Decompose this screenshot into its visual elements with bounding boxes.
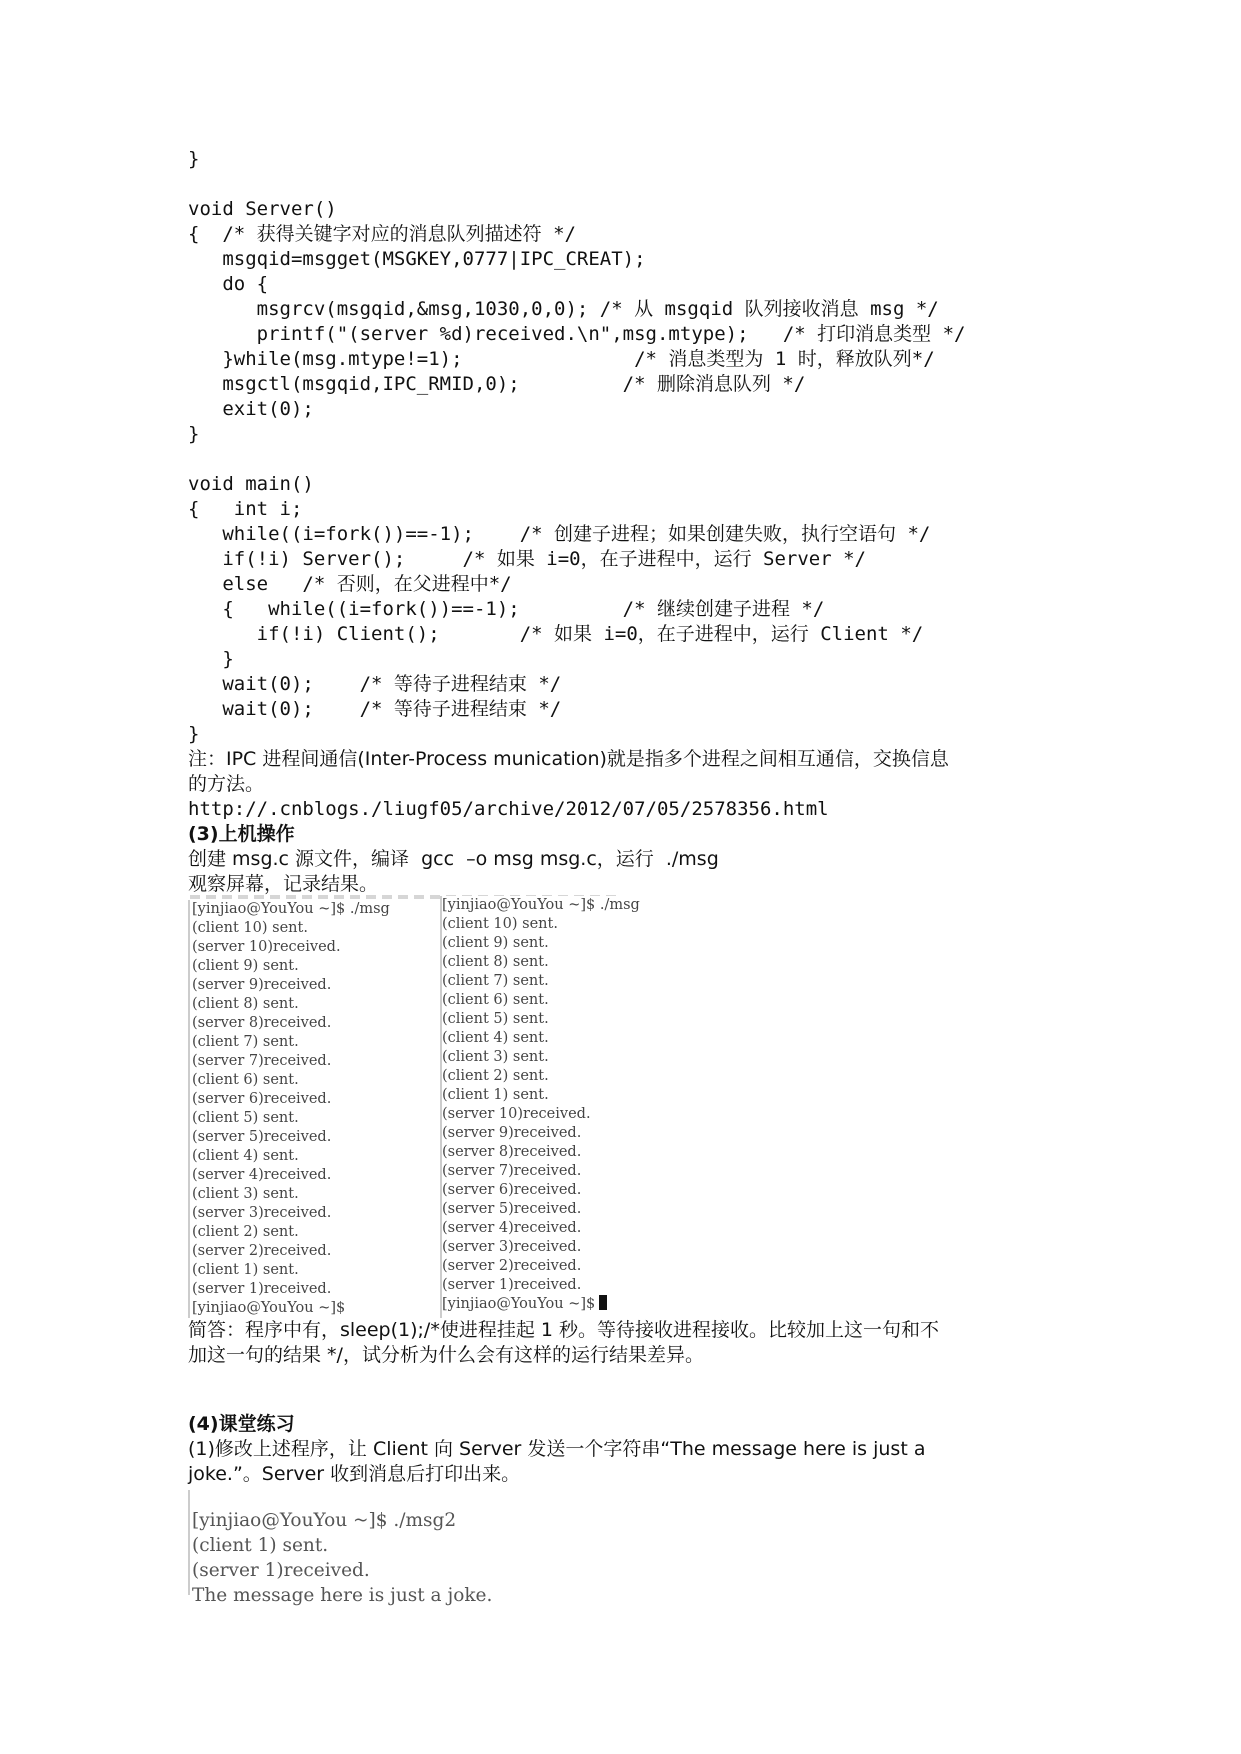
terminal-line bbox=[192, 1280, 390, 1299]
exercise-line-2: joke.”。Server 收到消息后打印出来。 bbox=[188, 1463, 521, 1485]
terminal-line bbox=[442, 1276, 640, 1295]
terminal-text: (client 1) sent. bbox=[442, 1087, 549, 1103]
terminal-text: (server 5)received. bbox=[192, 1129, 332, 1145]
terminal-line bbox=[192, 1508, 492, 1533]
terminal-line bbox=[192, 1014, 390, 1033]
reference-url: http://.cnblogs./liugf05/archive/2012/07/05/2578356.html bbox=[188, 798, 829, 820]
terminal-line bbox=[442, 1010, 640, 1029]
terminal-line bbox=[442, 1048, 640, 1067]
terminal-text: (client 3) sent. bbox=[192, 1186, 299, 1202]
terminal-text: (client 4) sent. bbox=[442, 1030, 549, 1046]
terminal-text: (server 10)received. bbox=[442, 1106, 591, 1122]
terminal-line bbox=[192, 938, 390, 957]
terminal-text: (client 8) sent. bbox=[192, 996, 299, 1012]
operation-line-2: 观察屏幕，记录结果。 bbox=[188, 873, 379, 895]
terminal-text: (client 2) sent. bbox=[192, 1224, 299, 1240]
terminal-line bbox=[442, 1029, 640, 1048]
terminal-text: (client 1) sent. bbox=[192, 1262, 299, 1278]
code-line: else /* 否则，在父进程中*/ bbox=[188, 573, 512, 595]
code-line: do { bbox=[188, 273, 269, 295]
code-line: printf("(server %d)received.\n",msg.mtype); /* 打印消息类型 */ bbox=[188, 323, 966, 345]
terminal-text: (server 3)received. bbox=[442, 1239, 582, 1255]
terminal-screenshot-right bbox=[442, 896, 640, 1314]
terminal-line bbox=[192, 1204, 390, 1223]
terminal-line bbox=[192, 1071, 390, 1090]
code-line: { /* 获得关键字对应的消息队列描述符 */ bbox=[188, 223, 576, 245]
terminal-line bbox=[442, 1124, 640, 1143]
terminal-line bbox=[192, 976, 390, 995]
terminal-line bbox=[192, 900, 390, 919]
terminal-line bbox=[192, 1166, 390, 1185]
terminal-text: [yinjiao@YouYou ~]$ ./msg bbox=[442, 897, 640, 913]
terminal-line bbox=[442, 934, 640, 953]
code-line: while((i=fork())==-1); /* 创建子进程；如果创建失败，执行空语句 */ bbox=[188, 523, 931, 545]
terminal-text: (client 7) sent. bbox=[442, 973, 549, 989]
terminal-line bbox=[192, 1109, 390, 1128]
terminal-text: (client 9) sent. bbox=[442, 935, 549, 951]
code-line: wait(0); /* 等待子进程结束 */ bbox=[188, 673, 562, 695]
code-line: }while(msg.mtype!=1); /* 消息类型为 1 时，释放队列*/ bbox=[188, 348, 935, 370]
section-heading-4: (4)课堂练习 bbox=[188, 1413, 295, 1435]
terminal-text: (server 1)received. bbox=[192, 1281, 332, 1297]
terminal-line bbox=[442, 1257, 640, 1276]
terminal-text: (client 10) sent. bbox=[442, 916, 558, 932]
terminal-text: (client 9) sent. bbox=[192, 958, 299, 974]
terminal-line bbox=[192, 957, 390, 976]
terminal-text: (client 6) sent. bbox=[192, 1072, 299, 1088]
operation-line-1: 创建 msg.c 源文件，编译 gcc –o msg msg.c，运行 ./msg bbox=[188, 848, 719, 870]
terminal-line bbox=[192, 1185, 390, 1204]
terminal-text: (server 6)received. bbox=[192, 1091, 332, 1107]
note-line-1: 注：IPC 进程间通信(Inter-Process munication)就是指多个进程之间相互通信，交换信息 bbox=[188, 748, 949, 770]
terminal-text: [yinjiao@YouYou ~]$ ./msg bbox=[192, 901, 390, 917]
code-line: if(!i) Server(); /* 如果 i=0，在子进程中，运行 Server */ bbox=[188, 548, 866, 570]
terminal-text: [yinjiao@YouYou ~]$ bbox=[192, 1300, 346, 1316]
terminal-line bbox=[192, 1052, 390, 1071]
terminal-text: (client 4) sent. bbox=[192, 1148, 299, 1164]
terminal-text: (server 2)received. bbox=[442, 1258, 582, 1274]
terminal-line bbox=[192, 1147, 390, 1166]
terminal-line bbox=[192, 1533, 492, 1558]
terminal-text: (client 5) sent. bbox=[442, 1011, 549, 1027]
terminal-text: The message here is just a joke. bbox=[192, 1585, 493, 1606]
terminal-text: (client 1) sent. bbox=[192, 1535, 329, 1556]
terminal-line bbox=[192, 1558, 492, 1583]
terminal-line bbox=[442, 1200, 640, 1219]
terminal-text: (server 2)received. bbox=[192, 1243, 332, 1259]
terminal-line bbox=[442, 896, 640, 915]
terminal-line bbox=[442, 1105, 640, 1124]
section-heading-3: (3)上机操作 bbox=[188, 823, 295, 845]
terminal-line bbox=[442, 1162, 640, 1181]
terminal-line bbox=[442, 1143, 640, 1162]
terminal-text: (server 5)received. bbox=[442, 1201, 582, 1217]
terminal-line bbox=[442, 1238, 640, 1257]
terminal-line bbox=[442, 1067, 640, 1086]
terminal-text: (server 3)received. bbox=[192, 1205, 332, 1221]
code-line: wait(0); /* 等待子进程结束 */ bbox=[188, 698, 562, 720]
terminal-text: (server 1)received. bbox=[192, 1560, 370, 1581]
code-line: } bbox=[188, 148, 200, 170]
terminal-line bbox=[192, 1033, 390, 1052]
terminal-text: (server 10)received. bbox=[192, 939, 341, 955]
terminal-line bbox=[442, 953, 640, 972]
note-line-2: 的方法。 bbox=[188, 773, 265, 795]
code-line: } bbox=[188, 723, 200, 745]
terminal-line bbox=[442, 991, 640, 1010]
code-line: if(!i) Client(); /* 如果 i=0，在子进程中，运行 Client */ bbox=[188, 623, 924, 645]
terminal-text: (server 8)received. bbox=[442, 1144, 582, 1160]
terminal-line bbox=[442, 972, 640, 991]
terminal-text: (server 8)received. bbox=[192, 1015, 332, 1031]
terminal-line bbox=[192, 1299, 390, 1318]
terminal-line bbox=[442, 915, 640, 934]
code-line: void main() bbox=[188, 473, 314, 495]
terminal-screenshot-left bbox=[192, 900, 390, 1318]
terminal-screenshot-bottom bbox=[192, 1508, 492, 1608]
terminal-text: (server 9)received. bbox=[192, 977, 332, 993]
exercise-line-1: (1)修改上述程序，让 Client 向 Server 发送一个字符串“The message here is just a bbox=[188, 1438, 926, 1460]
code-line: msgrcv(msgqid,&msg,1030,0,0); /* 从 msgqid 队列接收消息 msg */ bbox=[188, 298, 939, 320]
terminal-text: [yinjiao@YouYou ~]$ ./msg2 bbox=[192, 1510, 457, 1531]
terminal-text: (server 4)received. bbox=[192, 1167, 332, 1183]
answer-line-2: 加这一句的结果 */，试分析为什么会有这样的运行结果差异。 bbox=[188, 1344, 704, 1366]
terminal-line bbox=[442, 1086, 640, 1105]
terminal-line bbox=[192, 995, 390, 1014]
terminal-line bbox=[192, 1128, 390, 1147]
terminal-text: [yinjiao@YouYou ~]$ bbox=[442, 1296, 596, 1312]
terminal-line bbox=[192, 1261, 390, 1280]
terminal-text: (client 6) sent. bbox=[442, 992, 549, 1008]
terminal-line bbox=[442, 1219, 640, 1238]
screenshot-border bbox=[188, 900, 190, 1318]
code-line: } bbox=[188, 648, 234, 670]
cursor-block-icon bbox=[599, 1295, 607, 1310]
terminal-text: (client 5) sent. bbox=[192, 1110, 299, 1126]
terminal-text: (server 7)received. bbox=[192, 1053, 332, 1069]
terminal-text: (client 10) sent. bbox=[192, 920, 308, 936]
code-line: msgctl(msgqid,IPC_RMID,0); /* 删除消息队列 */ bbox=[188, 373, 806, 395]
screenshot-border bbox=[440, 896, 442, 1318]
terminal-text: (client 8) sent. bbox=[442, 954, 549, 970]
terminal-text: (server 9)received. bbox=[442, 1125, 582, 1141]
terminal-line bbox=[192, 919, 390, 938]
code-line: } bbox=[188, 423, 200, 445]
terminal-text: (server 7)received. bbox=[442, 1163, 582, 1179]
terminal-line bbox=[192, 1090, 390, 1109]
terminal-text: (server 4)received. bbox=[442, 1220, 582, 1236]
terminal-line bbox=[192, 1242, 390, 1261]
terminal-text: (client 2) sent. bbox=[442, 1068, 549, 1084]
code-line: void Server() bbox=[188, 198, 337, 220]
code-line: { while((i=fork())==-1); /* 继续创建子进程 */ bbox=[188, 598, 825, 620]
terminal-text: (server 1)received. bbox=[442, 1277, 582, 1293]
terminal-line bbox=[192, 1223, 390, 1242]
terminal-line bbox=[442, 1181, 640, 1200]
terminal-text: (client 3) sent. bbox=[442, 1049, 549, 1065]
code-line: exit(0); bbox=[188, 398, 314, 420]
code-line: msgqid=msgget(MSGKEY,0777|IPC_CREAT); bbox=[188, 248, 646, 270]
screenshot-border bbox=[188, 1490, 190, 1595]
terminal-text: (server 6)received. bbox=[442, 1182, 582, 1198]
terminal-text: (client 7) sent. bbox=[192, 1034, 299, 1050]
code-line: { int i; bbox=[188, 498, 303, 520]
terminal-line bbox=[192, 1583, 492, 1608]
terminal-line bbox=[442, 1295, 640, 1314]
answer-line-1: 简答：程序中有，sleep(1);/*使进程挂起 1 秒。等待接收进程接收。比较加上这一句和不 bbox=[188, 1319, 940, 1341]
